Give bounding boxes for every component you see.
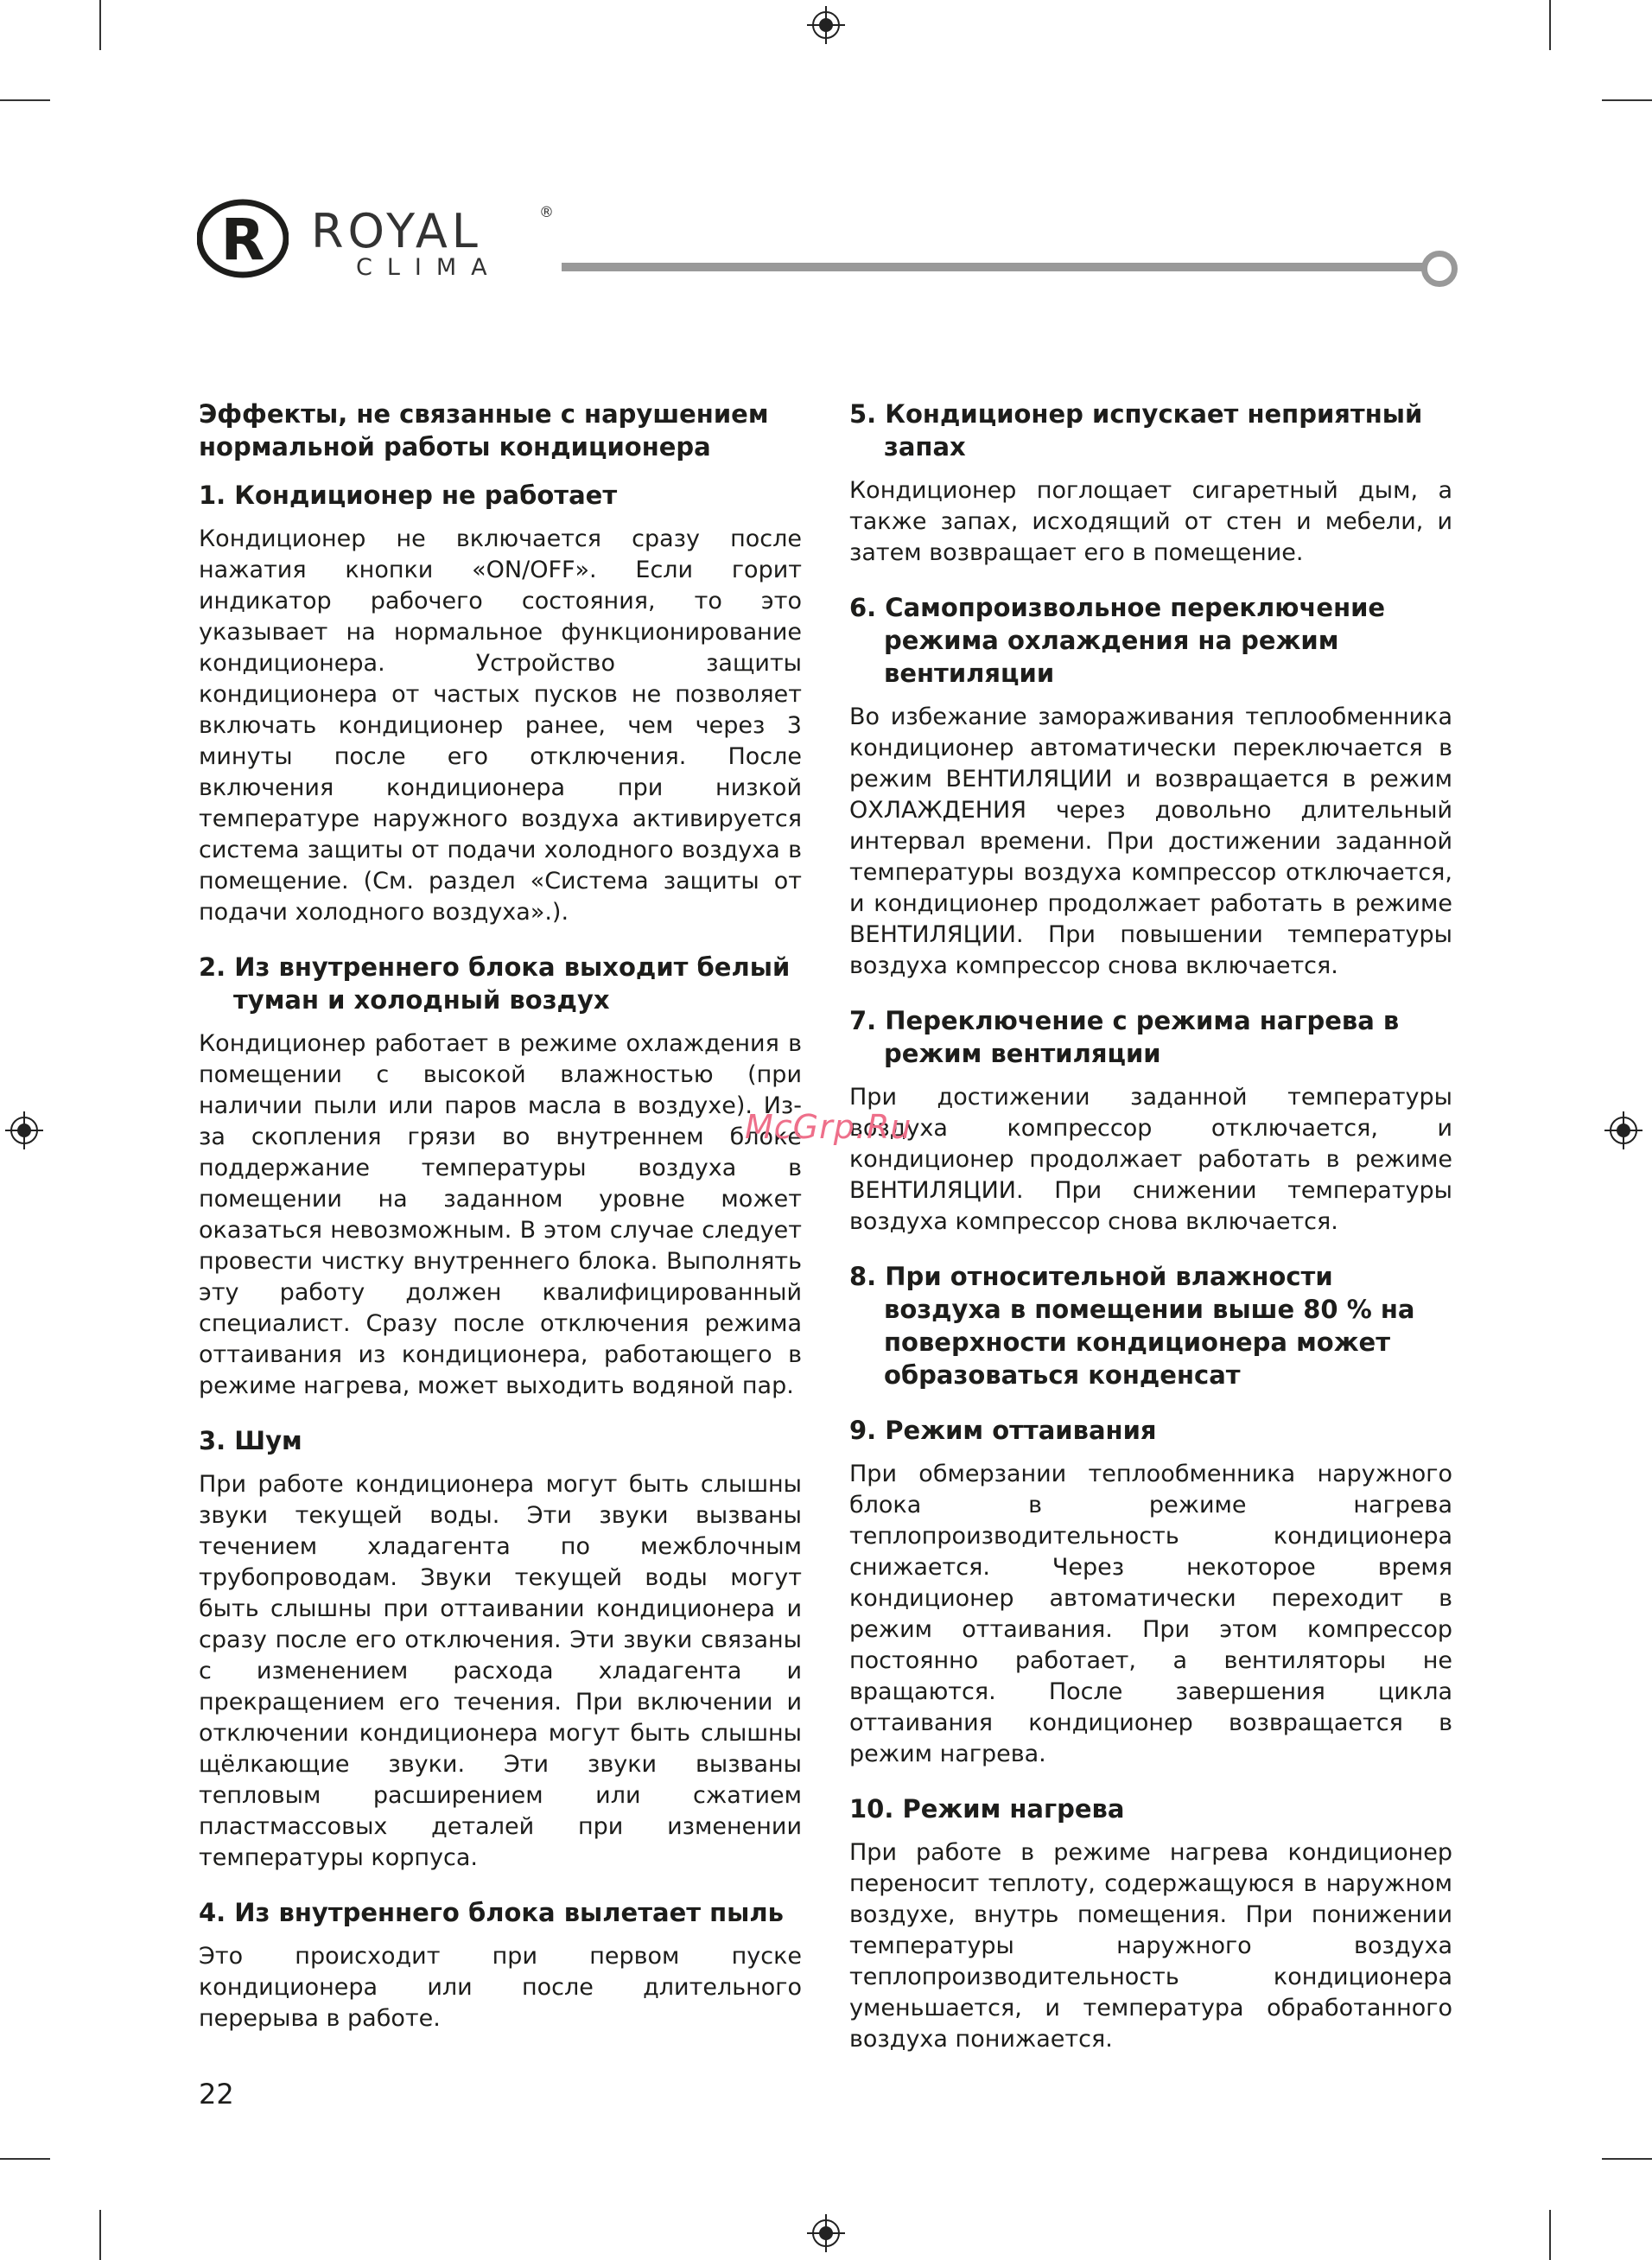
section-body: При обмерзании теплообменника наружного блока в режиме нагрева теплопроизводительность кондиционера снижается. Через некоторое время кондиционер автоматически переходит в режим оттаивания. При этом компрессор постоянно работает, а вентиляторы не вращаются. После завершения цикла оттаивания кондиционер возвращается в режим нагрева. [849, 1461, 1452, 1767]
crop-mark [1549, 2210, 1551, 2260]
section-body: Кондиционер не включается сразу после нажатия кнопки «ON/OFF». Если горит индикатор рабочего состояния, то это указывает на нормальное функционирование кондиционера. Устройство защиты кондиционера от частых пусков не позволяет включать кондиционер ранее, чем через 3 минуты после его отключения. После включения кондиционера при низкой температуре наружного воздуха активируется система защиты от подачи холодного воздуха в помещение. (См. раздел «Система защиты от подачи холодного воздуха».). [199, 525, 802, 926]
crop-mark [0, 2158, 50, 2160]
page-number: 22 [199, 2078, 234, 2110]
section-body: Это происходит при первом пуске кондиционера или после длительного перерыва в работе. [199, 1943, 802, 2032]
logo-mark-letter: R [220, 207, 265, 273]
section-heading: 9. Режим оттаивания [849, 1416, 1157, 1445]
crop-mark [1602, 2158, 1652, 2160]
section-body: Во избежание замораживания теплообменника кондиционер автоматически переключается в режим ВЕНТИЛЯЦИИ и возвращается в режим ОХЛАЖДЕНИЯ через довольно длительный интервал времени. При достижении заданной температуры воздуха компрессор отключается, и кондиционер продолжает работать в режиме ВЕНТИЛЯЦИИ. При повышении температуры воздуха компрессор снова включается. [849, 703, 1452, 979]
left-column [199, 398, 802, 2057]
section-heading: 10. Режим нагрева [849, 1794, 1125, 1824]
section-heading: 4. Из внутреннего блока вылетает пыль [199, 1898, 784, 1927]
header-rule [562, 263, 1431, 271]
brand-logo [197, 199, 560, 285]
section-body: При достижении заданной температуры воздуха компрессор отключается, и кондиционер продолжает работать в режиме ВЕНТИЛЯЦИИ. При снижении температуры воздуха компрессор снова включается. [849, 1084, 1452, 1235]
registration-mark-icon [807, 2214, 845, 2252]
section-heading: 5. Кондиционер испускает неприятный запах [849, 399, 1423, 462]
registration-mark-icon [1604, 1111, 1642, 1149]
section-heading: 2. Из внутреннего блока выходит белый туман и холодный воздух [199, 952, 791, 1015]
royal-clima-r-icon [197, 199, 289, 278]
section-heading: 1. Кондиционер не работает [199, 481, 618, 510]
section-body: Кондиционер поглощает сигаретный дым, а также запах, исходящий от стен и мебели, и затем возвращает его в помещение. [849, 477, 1452, 566]
right-column [849, 398, 1452, 2078]
registration-mark-icon [807, 6, 845, 44]
watermark: McGrp.Ru [745, 1108, 912, 1146]
registered-mark: ® [539, 204, 554, 221]
brand-name: ROYAL [311, 204, 482, 258]
section-heading: 3. Шум [199, 1426, 302, 1455]
crop-mark [99, 2210, 101, 2260]
crop-mark [0, 99, 50, 101]
section-heading: 7. Переключение с режима нагрева в режим вентиляции [849, 1006, 1400, 1068]
page-title: Эффекты, не связанные с нарушением нормальной работы кондиционера [199, 399, 769, 462]
crop-mark [99, 0, 101, 50]
section-body: При работе в режиме нагрева кондиционер переносит теплоту, содержащуюся в наружном воздухе, внутрь помещения. При понижении температуры наружного воздуха теплопроизводительность кондиционера уменьшается, и температура обработанного воздуха понижается. [849, 1839, 1452, 2053]
crop-mark [1549, 0, 1551, 50]
registration-mark-icon [5, 1111, 43, 1149]
brand-subname: CLIMA [356, 254, 502, 281]
section-heading: 6. Самопроизвольное переключение режима охлаждения на режим вентиляции [849, 593, 1386, 688]
section-heading: 8. При относительной влажности воздуха в помещении выше 80 % на поверхности кондиционера может образоваться конденсат [849, 1262, 1415, 1390]
section-body: Кондиционер работает в режиме охлаждения в помещении с высокой влажностью (при наличии пыли или паров масла в воздухе). Из-за скопления грязи во внутреннем блоке поддержание температуры воздуха в помещении на заданном уровне может оказаться невозможным. В этом случае следует провести чистку внутреннего блока. Выполнять эту работу должен квалифицированный специалист. Сразу после отключения режима оттаивания из кондиционера, работающего в режиме нагрева, может выходить водяной пар. [199, 1030, 802, 1399]
header-rule-end-icon [1421, 251, 1458, 287]
crop-mark [1602, 99, 1652, 101]
section-body: При работе кондиционера могут быть слышны звуки текущей воды. Эти звуки вызваны течением хладагента по межблочным трубопроводам. Звуки текущей воды могут быть слышны при оттаивании кондиционера и сразу после его отключения. Эти звуки связаны с изменением расхода хладагента и прекращением его течения. При включении и отключении кондиционера могут быть слышны щёлкающие звуки. Эти звуки вызваны тепловым расширением или сжатием пластмассовых деталей при изменении температуры корпуса. [199, 1471, 802, 1871]
